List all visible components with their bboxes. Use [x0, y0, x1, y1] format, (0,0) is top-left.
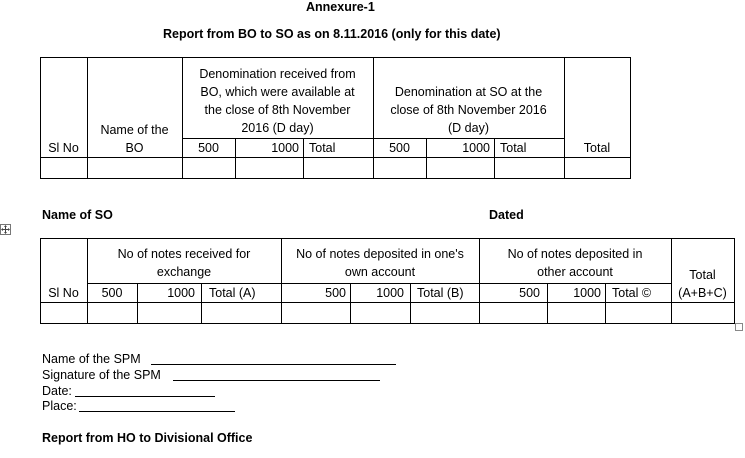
total-abc-header-line2: (A+B+C) — [678, 286, 727, 300]
other-account-header-line2: other account — [537, 265, 613, 279]
bo-total-header: Total — [309, 141, 336, 155]
name-of-bo-header-line2: BO — [125, 141, 144, 155]
a-1000-header: 1000 — [167, 286, 195, 300]
table-row — [40, 158, 630, 178]
report-title: Report from BO to SO as on 8.11.2016 (only for this date) — [163, 27, 501, 41]
c-500-header: 500 — [519, 286, 540, 300]
report-ho-heading: Report from HO to Divisional Office — [42, 431, 253, 445]
name-of-so-label: Name of SO — [42, 208, 113, 222]
spm-name-field[interactable] — [151, 364, 396, 365]
own-account-header-line2: own account — [344, 265, 416, 279]
own-account-header-line1: No of notes deposited in one's — [296, 247, 464, 261]
bo-denomination-header-line4: 2016 (D day) — [241, 121, 314, 135]
date-label: Date: — [42, 384, 72, 398]
total-abc-header-line1: Total — [689, 268, 716, 282]
c-1000-header: 1000 — [573, 286, 601, 300]
total-c-header: Total © — [612, 286, 652, 300]
other-account-header-line1: No of notes deposited in — [507, 247, 643, 261]
so-total-header: Total — [500, 141, 527, 155]
sl-no-header: Sl No — [48, 141, 79, 155]
bo-denomination-header-line1: Denomination received from — [199, 67, 356, 81]
annexure-heading: Annexure-1 — [306, 0, 375, 14]
table-row — [40, 303, 734, 323]
bo-500-header: 500 — [198, 141, 219, 155]
place-field[interactable] — [79, 411, 235, 412]
total-a-header: Total (A) — [209, 286, 256, 300]
received-exchange-header-line2: exchange — [156, 265, 212, 279]
spm-signature-field[interactable] — [173, 380, 380, 381]
b-500-header: 500 — [325, 286, 346, 300]
place-label: Place: — [42, 399, 77, 413]
bo-denomination-header-line2: BO, which were available at — [200, 85, 355, 99]
so-denomination-header-line2: close of 8th November 2016 — [390, 103, 547, 117]
sl-no-header-2: Sl No — [48, 286, 79, 300]
grand-total-header: Total — [583, 141, 611, 155]
so-1000-header: 1000 — [462, 141, 490, 155]
received-exchange-header-line1: No of notes received for — [117, 247, 251, 261]
date-field[interactable] — [75, 396, 215, 397]
b-1000-header: 1000 — [376, 286, 404, 300]
table-resize-handle[interactable] — [735, 323, 743, 331]
spm-name-label: Name of the SPM — [42, 352, 141, 366]
so-denomination-header-line1: Denomination at SO at the — [394, 85, 543, 99]
name-of-bo-header-line1: Name of the — [100, 123, 169, 137]
bo-denomination-header-line3: the close of 8th November — [204, 103, 351, 117]
total-b-header: Total (B) — [417, 286, 464, 300]
a-500-header: 500 — [101, 286, 123, 300]
dated-label: Dated — [489, 208, 524, 222]
so-denomination-header-line3: (D day) — [448, 121, 489, 135]
so-500-header: 500 — [389, 141, 410, 155]
table-move-handle-icon[interactable] — [0, 224, 11, 235]
bo-1000-header: 1000 — [271, 141, 299, 155]
spm-signature-label: Signature of the SPM — [42, 368, 161, 382]
